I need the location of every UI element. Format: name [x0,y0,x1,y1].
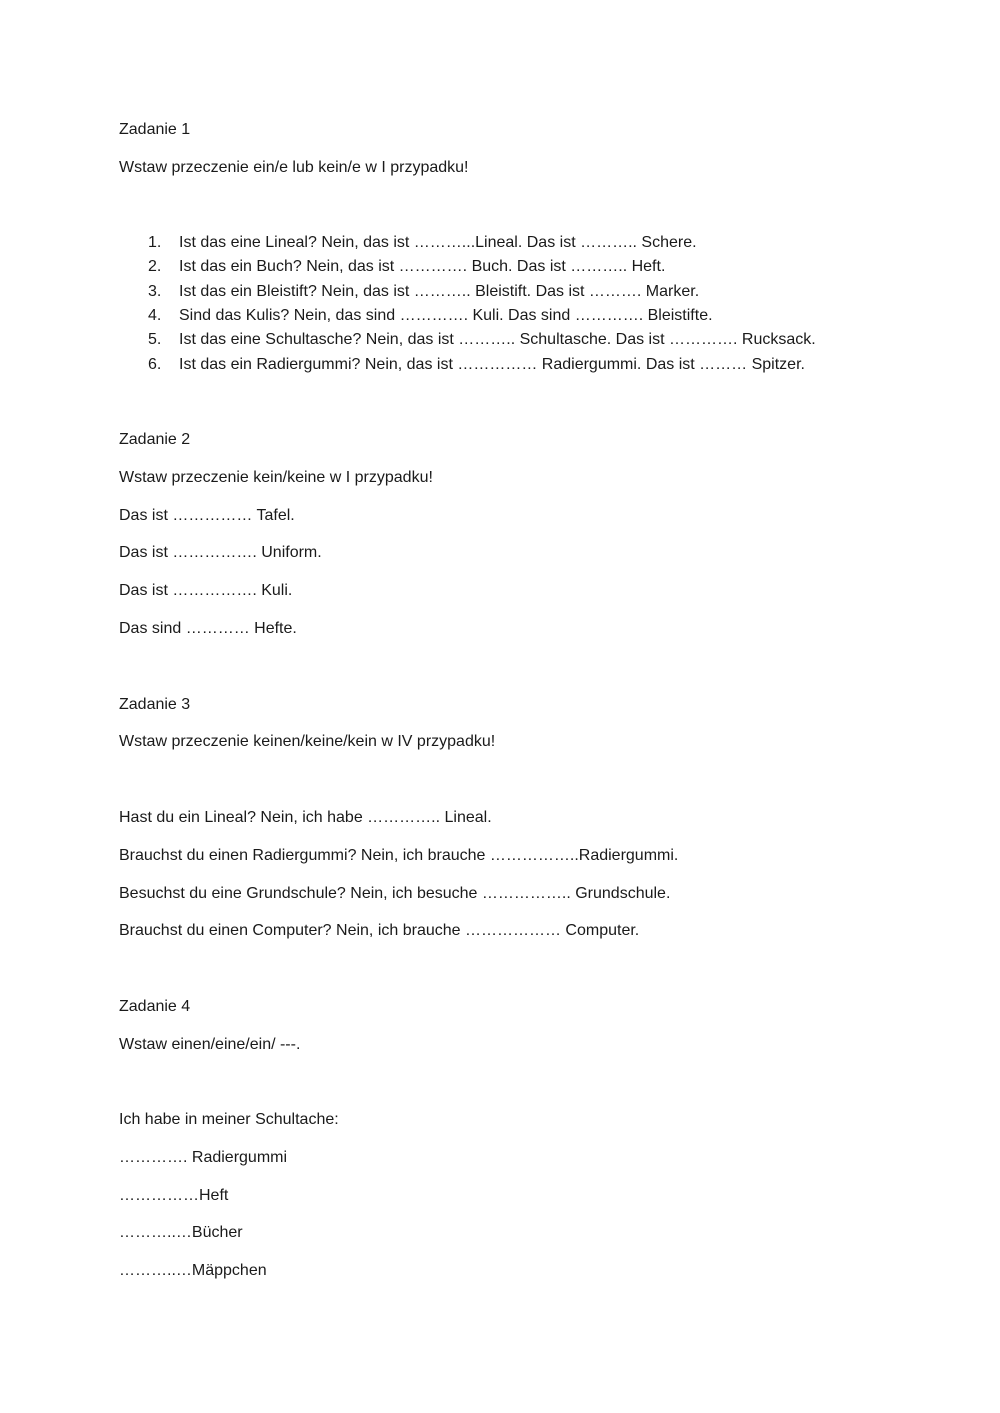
task1-item-number: 6. [148,356,162,373]
task4-line: ……………Heft [119,1187,229,1204]
task1-heading: Zadanie 1 [119,121,191,138]
task1-item-text: Ist das ein Radiergummi? Nein, das ist …………… Radiergummi. Das ist ……… Spitzer. [179,356,805,373]
task1-item-number: 5. [148,331,162,348]
task1-item-text: Ist das eine Lineal? Nein, das ist ………...Lineal. Das ist ……….. Schere. [179,234,697,251]
task3-heading: Zadanie 3 [119,696,191,713]
task1-item-text: Ist das ein Bleistift? Nein, das ist ……….. Bleistift. Das ist ………. Marker. [179,283,700,300]
task1-item-text: Sind das Kulis? Nein, das sind …………. Kuli. Das sind …………. Bleistifte. [179,307,713,324]
task1-item-number: 3. [148,283,162,300]
task3-line: Besuchst du eine Grundschule? Nein, ich besuche …………….. Grundschule. [119,885,671,902]
task1-instruction: Wstaw przeczenie ein/e lub kein/e w I przypadku! [119,159,469,176]
task3-line: Hast du ein Lineal? Nein, ich habe ………….. Lineal. [119,809,492,826]
task2-line: Das ist ……………. Kuli. [119,582,293,599]
task2-instruction: Wstaw przeczenie kein/keine w I przypadku! [119,469,433,486]
task4-line: ………..…Bücher [119,1224,243,1241]
task4-instruction: Wstaw einen/eine/ein/ ---. [119,1036,301,1053]
task1-item-text: Ist das eine Schultasche? Nein, das ist ……….. Schultasche. Das ist …………. Rucksack. [179,331,816,348]
task2-line: Das sind ………… Hefte. [119,620,297,637]
task3-line: Brauchst du einen Radiergummi? Nein, ich brauche ……………..Radiergummi. [119,847,679,864]
task3-instruction: Wstaw przeczenie keinen/keine/kein w IV przypadku! [119,733,496,750]
task4-line: …………. Radiergummi [119,1149,288,1166]
task1-item-text: Ist das ein Buch? Nein, das ist …………. Buch. Das ist ……….. Heft. [179,258,666,275]
task4-line: ………..…Mäppchen [119,1262,267,1279]
task2-line: Das ist ……………. Uniform. [119,544,322,561]
task1-item-number: 1. [148,234,162,251]
task1-item-number: 4. [148,307,162,324]
task2-heading: Zadanie 2 [119,431,191,448]
task1-item-number: 2. [148,258,162,275]
task2-line: Das ist …………… Tafel. [119,507,295,524]
task4-intro: Ich habe in meiner Schultache: [119,1111,339,1128]
task3-line: Brauchst du einen Computer? Nein, ich brauche ……………… Computer. [119,922,640,939]
task4-heading: Zadanie 4 [119,998,191,1015]
